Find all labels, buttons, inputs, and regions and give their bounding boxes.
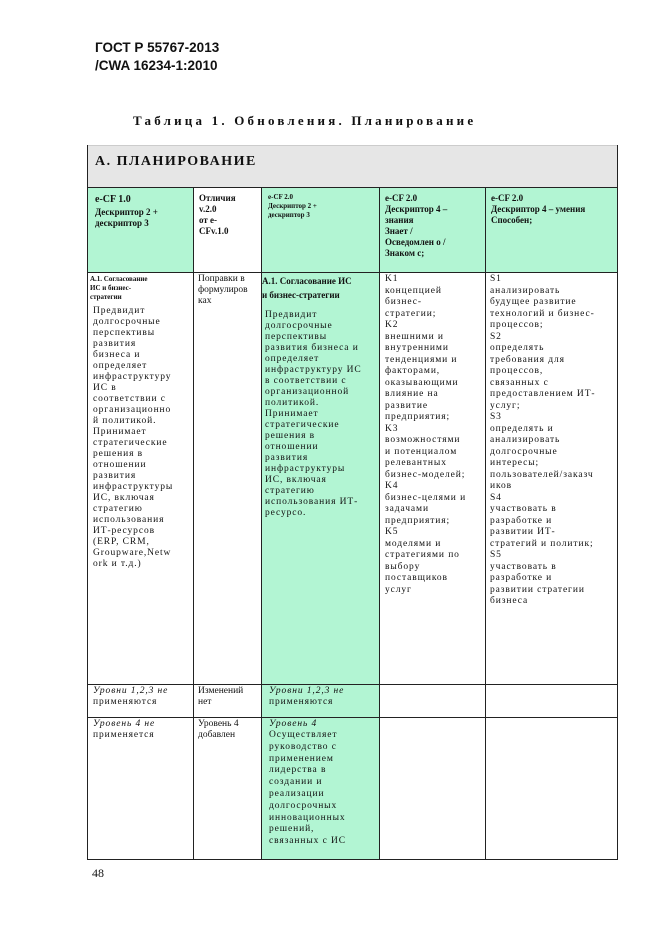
row3-ecf2-title: Уровень 4: [269, 719, 318, 729]
text-line: связанных с ИС: [269, 836, 346, 847]
line-section: [87, 187, 618, 188]
text-line: Groupware,Netw: [93, 548, 172, 558]
border-left: [87, 145, 88, 860]
row1-diff-text: [198, 274, 260, 307]
text-line: лидерства в: [269, 765, 327, 776]
text-line: внешними и: [385, 331, 444, 342]
text-line: связанных с: [490, 377, 549, 388]
text-line: факторами,: [385, 366, 441, 376]
header-ecf2-l2: Дескриптор 2 +: [268, 202, 317, 210]
planning-table: [87, 145, 618, 860]
text-line: ИС, включая: [93, 493, 155, 503]
text-line: участвовать в: [490, 561, 557, 572]
text-line: услуг: [385, 584, 412, 595]
text-line: K4: [385, 481, 399, 491]
header-know-l6: Знаком с;: [385, 248, 425, 258]
text-line: инфраструктуру ИС: [265, 365, 362, 375]
text-line: стратегий и политик;: [490, 538, 594, 549]
text-line: решений,: [269, 824, 315, 835]
row3-ecf1-cell: [87, 717, 193, 860]
header-differences: [193, 187, 261, 272]
text-line: инфраструктуры: [93, 482, 174, 492]
border-top: [87, 145, 618, 146]
text-line: стратегиями по: [385, 550, 460, 560]
row1-ecf2-cell: [261, 272, 379, 684]
line-row2: [87, 717, 618, 718]
text-line: решения в: [265, 431, 315, 441]
text-line: и потенциалом: [385, 446, 458, 457]
header-knowledge: [379, 187, 485, 272]
text-line: отношении: [93, 460, 147, 470]
row2-ecf2-l2: применяются: [269, 697, 334, 707]
text-line: ИТ-ресурсов: [93, 526, 155, 536]
text-line: стратегию: [93, 504, 143, 514]
text-line: развития: [265, 453, 309, 463]
text-line: бизнес-: [385, 297, 422, 307]
text-line: реализации: [269, 788, 325, 799]
text-line: S5: [490, 550, 502, 560]
text-line: Принимает: [93, 427, 147, 437]
text-line: ИС в: [93, 383, 117, 393]
text-line: бизнес-моделей;: [385, 469, 466, 480]
text-line: технологий и бизнес-: [490, 308, 595, 319]
border-bottom: [87, 859, 618, 860]
header-ecf2-desc: [261, 187, 379, 272]
text-line: формулиров: [198, 285, 248, 295]
text-line: развития бизнеса и: [265, 343, 359, 353]
row1-knowledge-cell: [379, 272, 485, 684]
row3-ecf2-cell: [261, 717, 379, 860]
text-line: в соответствии с: [265, 376, 347, 386]
text-line: бизнеса и: [93, 350, 141, 360]
text-line: организационно: [93, 405, 172, 415]
text-line: стратегические: [265, 420, 340, 430]
row2-diff-l1: Изменений: [198, 686, 244, 696]
row2-ecf1-l1: Уровни 1,2,3 не: [93, 686, 169, 696]
text-line: перспективы: [265, 332, 328, 342]
text-line: процессов,: [490, 366, 544, 376]
header-know-l4: Знает /: [385, 226, 413, 236]
text-line: долгосрочных: [269, 800, 338, 811]
text-line: развития: [93, 339, 137, 349]
text-line: применением: [269, 753, 334, 764]
row2-ecf1-cell: [87, 684, 193, 717]
text-line: K2: [385, 320, 399, 330]
row1-ecf2-text: [262, 310, 378, 519]
row3-ecf1-l2: применяется: [93, 730, 155, 740]
text-line: й политикой.: [93, 416, 157, 426]
header-diff-l1: Отличия: [199, 193, 236, 203]
header-skill-l2: Дескриптор 4 – умения: [491, 204, 586, 214]
header-know-l3: знания: [385, 215, 414, 225]
row1-ecf1-cell: [87, 272, 193, 684]
text-line: долгосрочные: [265, 321, 333, 331]
text-line: K1: [385, 274, 399, 284]
row2-diff-l2: нет: [198, 697, 212, 707]
row2-ecf2-cell: [261, 684, 379, 717]
text-line: развитии ИТ-: [490, 527, 556, 537]
row2-ecf2-l1: Уровни 1,2,3 не: [269, 686, 345, 696]
text-line: K3: [385, 423, 399, 434]
header-ecf1-desc2: дескриптор 3: [95, 218, 149, 228]
text-line: услуг;: [490, 400, 521, 411]
text-line: использования ИТ-: [265, 497, 359, 507]
header-ecf2-l1: e-CF 2.0: [268, 193, 294, 201]
row3-ecf1-l1: Уровень 4 не: [93, 719, 156, 729]
text-line: предприятия;: [385, 515, 451, 526]
text-line: соответствии с: [93, 394, 166, 404]
row3-ecf2-text: [269, 730, 378, 848]
row1-ecf1-title-l2: ИС и бизнес-: [90, 284, 132, 292]
text-line: предоставлением ИТ-: [490, 389, 596, 399]
row3-diff-l2: добавлен: [198, 730, 236, 740]
row1-ecf1-title-l3: стратегии: [90, 293, 122, 301]
row1-ecf2-title-l2: и бизнес-стратегии: [262, 290, 340, 300]
text-line: инфраструктуру: [93, 372, 172, 382]
header-skill-l3: Способен;: [491, 215, 533, 225]
line-col2: [261, 187, 262, 860]
header-ecf1-desc1: Дескриптор 2 +: [95, 207, 158, 217]
text-line: долгосрочные: [490, 446, 558, 457]
table-caption: Таблица 1. Обновления. Планирование: [133, 113, 477, 128]
line-header: [87, 272, 618, 273]
header-skills: [485, 187, 618, 272]
text-line: требования для: [490, 354, 565, 365]
header-ecf1-title: e-CF 1.0: [95, 194, 131, 205]
text-line: разработке и: [490, 573, 553, 583]
text-line: отношении: [265, 442, 319, 452]
row2-diff-cell: [193, 684, 261, 717]
text-line: Предвидит: [93, 306, 146, 316]
text-line: развитии стратегии: [490, 584, 585, 595]
text-line: Осуществляет: [269, 730, 338, 740]
line-col1: [193, 187, 194, 860]
text-line: стратегические: [93, 438, 168, 448]
text-line: ках: [198, 296, 212, 306]
text-line: задачами: [385, 504, 429, 514]
text-line: пользователей/заказч: [490, 469, 594, 480]
line-col4: [485, 187, 486, 860]
text-line: перспективы: [93, 328, 156, 338]
text-line: создании и: [269, 777, 323, 788]
row1-skills-cell: [485, 272, 618, 684]
text-line: инновационных: [269, 812, 346, 823]
text-line: использования: [93, 515, 165, 525]
text-line: определяет: [93, 361, 148, 371]
row1-ecf1-text: [90, 306, 190, 570]
text-line: ИС, включая: [265, 475, 327, 485]
text-line: S3: [490, 412, 502, 422]
text-line: Принимает: [265, 409, 319, 419]
row3-diff-cell: [193, 717, 261, 860]
text-line: тенденциями и: [385, 354, 458, 365]
line-row1: [87, 684, 618, 685]
text-line: процессов;: [490, 320, 544, 330]
header-know-l2: Дескриптор 4 –: [385, 204, 448, 214]
text-line: внутренними: [385, 343, 449, 353]
row1-diff-cell: [193, 272, 261, 684]
text-line: релевантных: [385, 458, 447, 468]
border-right: [617, 145, 618, 860]
standard-code: ГОСТ Р 55767-2013: [95, 40, 220, 55]
header-know-l1: e-CF 2.0: [385, 193, 418, 203]
text-line: руководство с: [269, 741, 337, 752]
header-ecf1: [87, 187, 193, 272]
text-line: ресурсо.: [265, 508, 307, 518]
text-line: бизнес-целями и: [385, 492, 467, 503]
row1-ecf2-title-l1: А.1. Согласование ИС: [262, 276, 352, 286]
text-line: оказывающими: [385, 377, 459, 388]
text-line: разработке и: [490, 515, 553, 526]
text-line: решения в: [93, 449, 143, 459]
header-ecf2-l3: дескриптор 3: [268, 211, 310, 219]
section-title: А. ПЛАНИРОВАНИЕ: [95, 154, 257, 169]
header-diff-l4: CFv.1.0: [199, 226, 229, 236]
text-line: интересы;: [490, 458, 540, 468]
text-line: долгосрочные: [93, 317, 161, 327]
row3-diff-l1: Уровень 4: [198, 719, 239, 729]
text-line: определять и: [490, 423, 554, 434]
text-line: моделями и: [385, 538, 442, 549]
text-line: бизнеса: [490, 596, 529, 606]
header-skill-l1: e-CF 2.0: [491, 193, 524, 203]
text-line: анализировать: [490, 435, 561, 445]
text-line: K5: [385, 527, 399, 537]
page-number: 48: [92, 866, 104, 880]
text-line: определять: [490, 343, 545, 353]
row1-ecf1-title-l1: А.1. Согласование: [90, 275, 148, 283]
standard-code-cwa: /CWA 16234-1:2010: [95, 58, 218, 73]
text-line: участвовать в: [490, 504, 557, 514]
header-diff-l2: v.2.0: [199, 204, 217, 214]
text-line: возможностями: [385, 435, 461, 445]
text-line: влияние на: [385, 389, 439, 399]
text-line: ork и т.д.): [93, 559, 142, 569]
text-line: организационной: [265, 387, 350, 397]
text-line: развития: [93, 471, 137, 481]
line-col3: [379, 187, 380, 860]
text-line: стратегии;: [385, 308, 437, 319]
text-line: Предвидит: [265, 310, 318, 320]
text-line: S2: [490, 331, 502, 342]
text-line: будущее развитие: [490, 297, 577, 307]
text-line: поставщиков: [385, 573, 448, 583]
text-line: инфраструктуры: [265, 464, 346, 474]
text-line: развитие: [385, 400, 428, 411]
text-line: предприятия;: [385, 412, 451, 422]
text-line: S4: [490, 492, 502, 503]
text-line: (ERP, CRM,: [93, 537, 150, 547]
header-know-l5: Осведомлен о /: [385, 237, 446, 247]
text-line: стратегию: [265, 486, 315, 496]
text-line: концепцией: [385, 285, 442, 296]
text-line: Поправки в: [198, 274, 245, 284]
text-line: анализировать: [490, 285, 561, 296]
row1-knowledge-text: [385, 274, 484, 596]
text-line: иков: [490, 481, 513, 491]
row1-skills-text: [490, 274, 617, 608]
text-line: выбору: [385, 561, 421, 572]
text-line: определяет: [265, 354, 320, 364]
text-line: S1: [490, 274, 502, 284]
row2-ecf1-l2: применяются: [93, 697, 158, 707]
header-diff-l3: от e-: [199, 215, 218, 225]
text-line: политикой.: [265, 398, 320, 408]
